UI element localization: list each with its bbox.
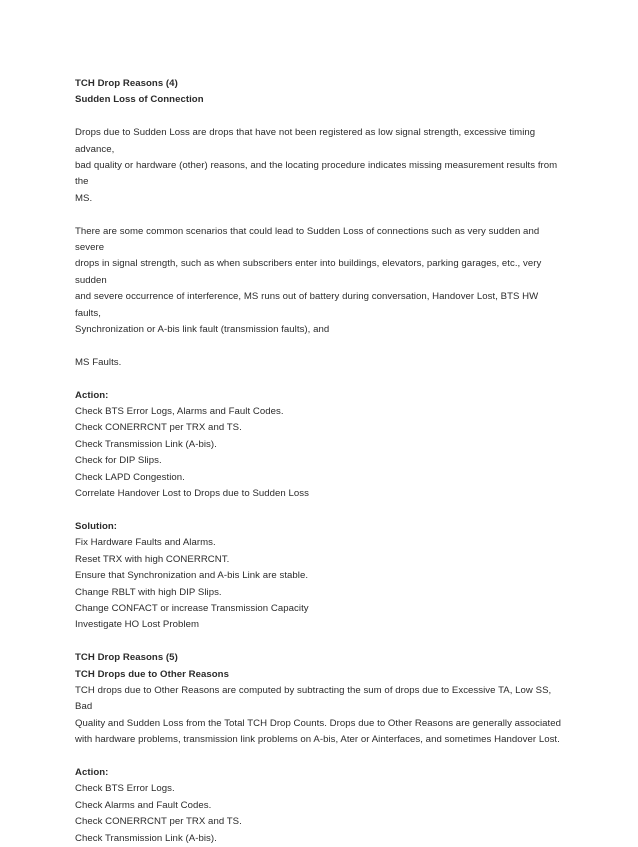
list-item: Change RBLT with high DIP Slips.: [75, 586, 222, 598]
section1-paragraph-1: [75, 125, 565, 207]
section2-paragraph-1: [75, 683, 565, 749]
section2-heading: TCH Drop Reasons (5): [75, 652, 178, 664]
text-line: Synchronization or A-bis link fault (transmission faults), and: [75, 324, 330, 336]
text-line: Quality and Sudden Loss from the Total TCH Drop Counts. Drops due to Other Reasons are generally associated: [75, 717, 562, 729]
section1-paragraph-2: [75, 224, 565, 339]
list-item: Check CONERRCNT per TRX and TS.: [75, 816, 242, 828]
list-item: Correlate Handover Lost to Drops due to Sudden Loss: [75, 488, 310, 500]
section1-solution-label: Solution:: [75, 520, 118, 532]
text-line: TCH drops due to Other Reasons are computed by subtracting the sum of drops due to Excessive TA, Low SS, Bad: [75, 684, 552, 713]
list-item: Check Transmission Link (A-bis).: [75, 832, 217, 844]
text-line: Drops due to Sudden Loss are drops that have not been registered as low signal strength, excessive timing advance,: [75, 127, 536, 155]
list-item: Check for DIP Slips.: [75, 455, 162, 467]
section1-heading: TCH Drop Reasons (4): [75, 78, 178, 89]
list-item: Ensure that Synchronization and A-bis Link are stable.: [75, 570, 309, 582]
text-line: bad quality or hardware (other) reasons, and the locating procedure indicates missing measurement results from the: [75, 160, 558, 188]
section2-subheading: TCH Drops due to Other Reasons: [75, 668, 229, 680]
list-item: Check CONERRCNT per TRX and TS.: [75, 422, 242, 434]
text-line: MS.: [75, 192, 93, 204]
list-item: Investigate HO Lost Problem: [75, 619, 199, 631]
text-line: and severe occurrence of interference, MS runs out of battery during conversation, Handover Lost, BTS HW faults,: [75, 291, 539, 319]
list-item: Reset TRX with high CONERRCNT.: [75, 553, 230, 565]
list-item: Check LAPD Congestion.: [75, 471, 185, 483]
section1-action-label: Action:: [75, 389, 109, 401]
section1-action-list: [75, 404, 565, 502]
list-item: Change CONFACT or increase Transmission Capacity: [75, 602, 309, 614]
list-item: Fix Hardware Faults and Alarms.: [75, 537, 216, 549]
section1-solution-list: [75, 535, 565, 633]
list-item: Check BTS Error Logs, Alarms and Fault Codes.: [75, 406, 284, 418]
section1-subheading: Sudden Loss of Connection: [75, 94, 204, 106]
list-item: Check BTS Error Logs.: [75, 783, 175, 795]
list-item: Check Transmission Link (A-bis).: [75, 438, 217, 450]
document-body: [75, 76, 565, 847]
section1-paragraph-3: MS Faults.: [75, 356, 122, 368]
section2-action-list: [75, 781, 565, 847]
list-item: Check Alarms and Fault Codes.: [75, 799, 212, 811]
text-line: with hardware problems, transmission link problems on A-bis, Ater or Ainterfaces, and sometimes Handover Lost.: [75, 734, 560, 746]
text-line: drops in signal strength, such as when subscribers enter into buildings, elevators, parking garages, etc., very sudden: [75, 258, 542, 286]
text-line: There are some common scenarios that could lead to Sudden Loss of connections such as very sudden and severe: [75, 225, 540, 254]
section2-action-label: Action:: [75, 766, 109, 778]
